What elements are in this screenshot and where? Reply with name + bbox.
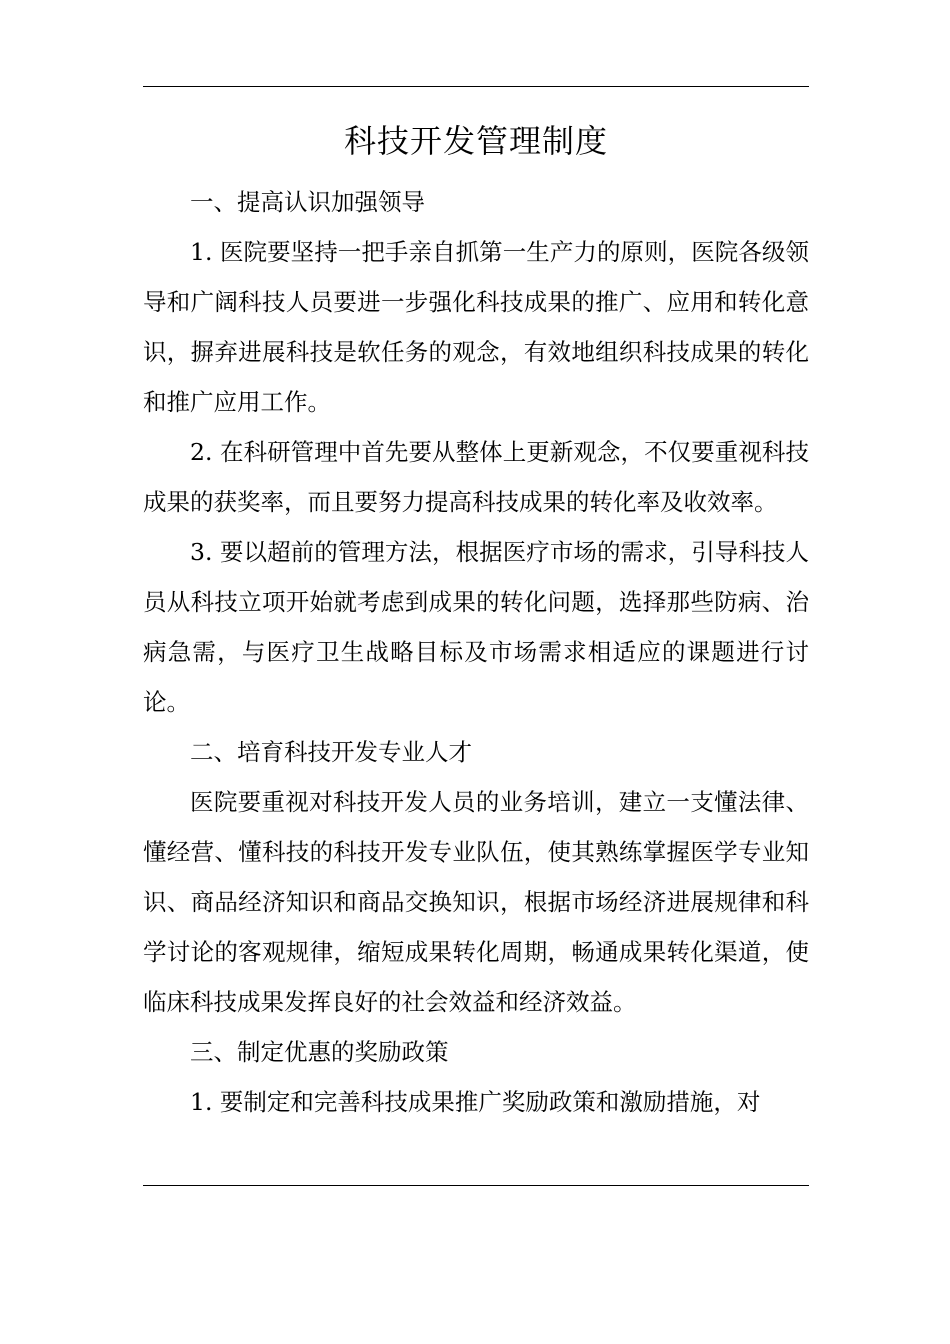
section-heading-3: 三、制定优惠的奖励政策 [190,1038,449,1066]
paragraph-1-3: 3. 要以超前的管理方法，根据医疗市场的需求，引导科技人员从科技立项开始就考虑到成果的转化问题，选择那些防病、治病急需，与医疗卫生战略目标及市场需求相适应的课题进行讨论。 [143,538,809,716]
document-title: 科技开发管理制度 [343,122,608,160]
document-body [143,177,809,1127]
header-rule [143,86,809,87]
footer-rule [143,1185,809,1186]
paragraph-1-2: 2. 在科研管理中首先要从整体上更新观念，不仅要重视科技成果的获奖率，而且要努力提高科技成果的转化率及收效率。 [143,438,809,516]
paragraph-1-1: 1. 医院要坚持一把手亲自抓第一生产力的原则，医院各级领导和广阔科技人员要进一步强化科技成果的推广、应用和转化意识，摒弃进展科技是软任务的观念，有效地组织科技成果的转化和推广应用工作。 [143,238,809,416]
section-heading-2: 二、培育科技开发专业人才 [190,738,472,766]
section-heading-1: 一、提高认识加强领导 [190,188,425,216]
document-content [143,116,809,1127]
paragraph-3-1: 1. 要制定和完善科技成果推广奖励政策和激励措施，对 [190,1088,761,1116]
paragraph-2-1: 医院要重视对科技开发人员的业务培训，建立一支懂法律、懂经营、懂科技的科技开发专业队伍，使其熟练掌握医学专业知识、商品经济知识和商品交换知识，根据市场经济进展规律和科学讨论的客观规律，缩短成果转化周期，畅通成果转化渠道，使临床科技成果发挥良好的社会效益和经济效益。 [143,788,809,1016]
